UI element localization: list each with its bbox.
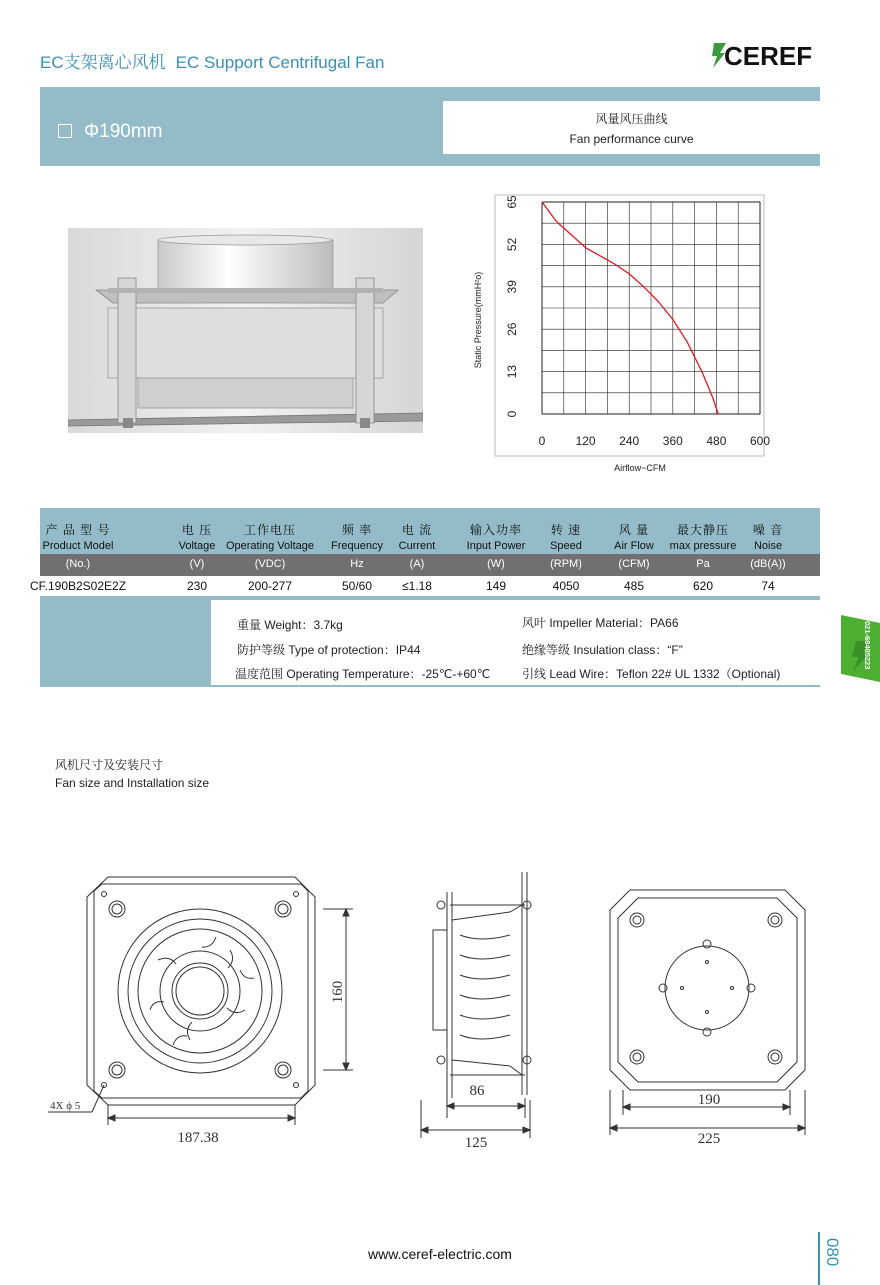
spec-header-en: Speed (550, 540, 582, 552)
dim-side-outer: 125 (464, 1135, 488, 1151)
page-number-bar (818, 1232, 820, 1285)
front-view (48, 877, 353, 1125)
spec-value: 230 (186, 579, 208, 593)
footer-url[interactable]: www.ceref-electric.com (368, 1246, 512, 1262)
attr-protection: 防护等级 Type of protection：IP44 (237, 643, 421, 657)
attributes-box (211, 600, 820, 685)
y-tick-label: 13 (505, 364, 519, 379)
spec-unit: (No.) (65, 558, 91, 570)
spec-unit: (V) (189, 558, 205, 570)
y-tick-label: 0 (505, 410, 519, 418)
page-title (40, 48, 384, 73)
spec-unit: Pa (696, 558, 710, 570)
spec-header-zh: 最大静压 (676, 523, 729, 537)
spec-unit: (VDC) (254, 558, 286, 570)
dim-back-outer: 225 (697, 1131, 721, 1147)
dimensions-title (55, 756, 209, 792)
spec-value: 4050 (552, 579, 580, 593)
x-axis-label: Airflow~CFM (614, 463, 666, 473)
x-tick-label: 0 (538, 434, 546, 448)
x-tick-label: 600 (749, 434, 770, 448)
model-label: Φ190mm (58, 121, 163, 143)
dimensions-title-en: Fan size and Installation size (55, 776, 210, 790)
dimension-drawings (40, 860, 820, 1160)
x-tick-label: 360 (662, 434, 683, 448)
x-tick-label: 480 (706, 434, 727, 448)
spec-header-en: Frequency (331, 540, 383, 552)
spec-values-row (29, 576, 820, 596)
side-tab-phone: 021-68405223 (863, 621, 872, 670)
x-tick-label: 120 (575, 434, 596, 448)
spec-header-zh: 噪 音 (752, 523, 784, 537)
attr-lead-wire: 引线 Lead Wire：Teflon 22# UL 1332（Optional) (522, 667, 781, 681)
title-zh: EC支架离心风机 (40, 53, 166, 72)
perf-title-box (443, 101, 820, 154)
spec-unit: (RPM) (550, 558, 582, 570)
spec-value: CF.190B2S02E2Z (29, 579, 127, 593)
spec-header-row (40, 508, 820, 554)
spec-value: 200-277 (247, 579, 293, 593)
spec-value: 74 (761, 579, 775, 593)
spec-header-zh: 工作电压 (243, 523, 296, 537)
spec-unit: (A) (409, 558, 425, 570)
attr-temperature: 温度范围 Operating Temperature：-25℃-+60℃ (235, 667, 491, 681)
dim-front-width: 187.38 (177, 1130, 219, 1146)
spec-header-en: max pressure (669, 540, 737, 552)
side-phone-tab (841, 615, 880, 682)
performance-chart (470, 190, 770, 480)
dimensions-title-zh: 风机尺寸及安装尺寸 (55, 758, 164, 772)
fan-photo (68, 228, 423, 433)
y-tick-label: 52 (505, 237, 519, 252)
ceref-logo (712, 40, 822, 70)
dim-side-inner: 86 (469, 1083, 485, 1099)
spec-header-en: Air Flow (614, 540, 654, 552)
checkbox-icon (58, 124, 72, 138)
spec-unit: Hz (350, 558, 364, 570)
y-tick-label: 26 (505, 322, 519, 336)
attr-impeller: 风叶 Impeller Material：PA66 (522, 616, 679, 630)
spec-header-en: Noise (753, 540, 783, 552)
spec-header-zh: 产 品 型 号 (45, 523, 111, 537)
attributes-band (40, 596, 820, 687)
spec-header-en: Operating Voltage (225, 540, 315, 552)
spec-header-en: Input Power (466, 540, 526, 552)
x-tick-label: 240 (619, 434, 640, 448)
logo-text: CEREF (724, 41, 813, 70)
spec-unit: (dB(A)) (750, 558, 786, 570)
dim-hole-label: 4X ϕ 5 (50, 1100, 81, 1112)
y-tick-label: 39 (505, 280, 519, 294)
spec-unit: (CFM) (618, 558, 650, 570)
spec-units-row (40, 554, 820, 576)
attr-weight: 重量 Weight：3.7kg (237, 618, 343, 632)
spec-header-en: Voltage (178, 540, 216, 552)
spec-header-zh: 电 流 (401, 523, 433, 537)
perf-title-zh: 风量风压曲线 (595, 112, 668, 126)
spec-value: 149 (485, 579, 507, 593)
spec-value: 485 (623, 579, 645, 593)
spec-header-zh: 频 率 (341, 523, 373, 537)
spec-header-en: Current (398, 540, 436, 552)
y-axis-label: Static Pressure(mmH²o) (473, 271, 483, 369)
spec-header-zh: 风 量 (618, 523, 650, 537)
spec-header-zh: 电 压 (181, 523, 213, 537)
model-band (40, 87, 820, 166)
spec-header-en: Product Model (42, 540, 114, 552)
spec-header-zh: 输入功率 (469, 523, 522, 537)
attr-insulation: 绝缘等级 Insulation class：“F” (522, 643, 683, 657)
page-number: 080 (823, 1238, 842, 1267)
dim-hole-spacing: 160 (330, 980, 346, 1004)
title-en: EC Support Centrifugal Fan (175, 53, 385, 72)
dim-back-inner: 190 (697, 1092, 721, 1108)
spec-value: ≤1.18 (402, 579, 432, 593)
y-tick-label: 65 (505, 195, 519, 209)
spec-header-zh: 转 速 (550, 523, 582, 537)
spec-unit: (W) (487, 558, 505, 570)
spec-value: 620 (692, 579, 714, 593)
spec-value: 50/60 (341, 579, 373, 593)
perf-title-en: Fan performance curve (569, 132, 694, 146)
